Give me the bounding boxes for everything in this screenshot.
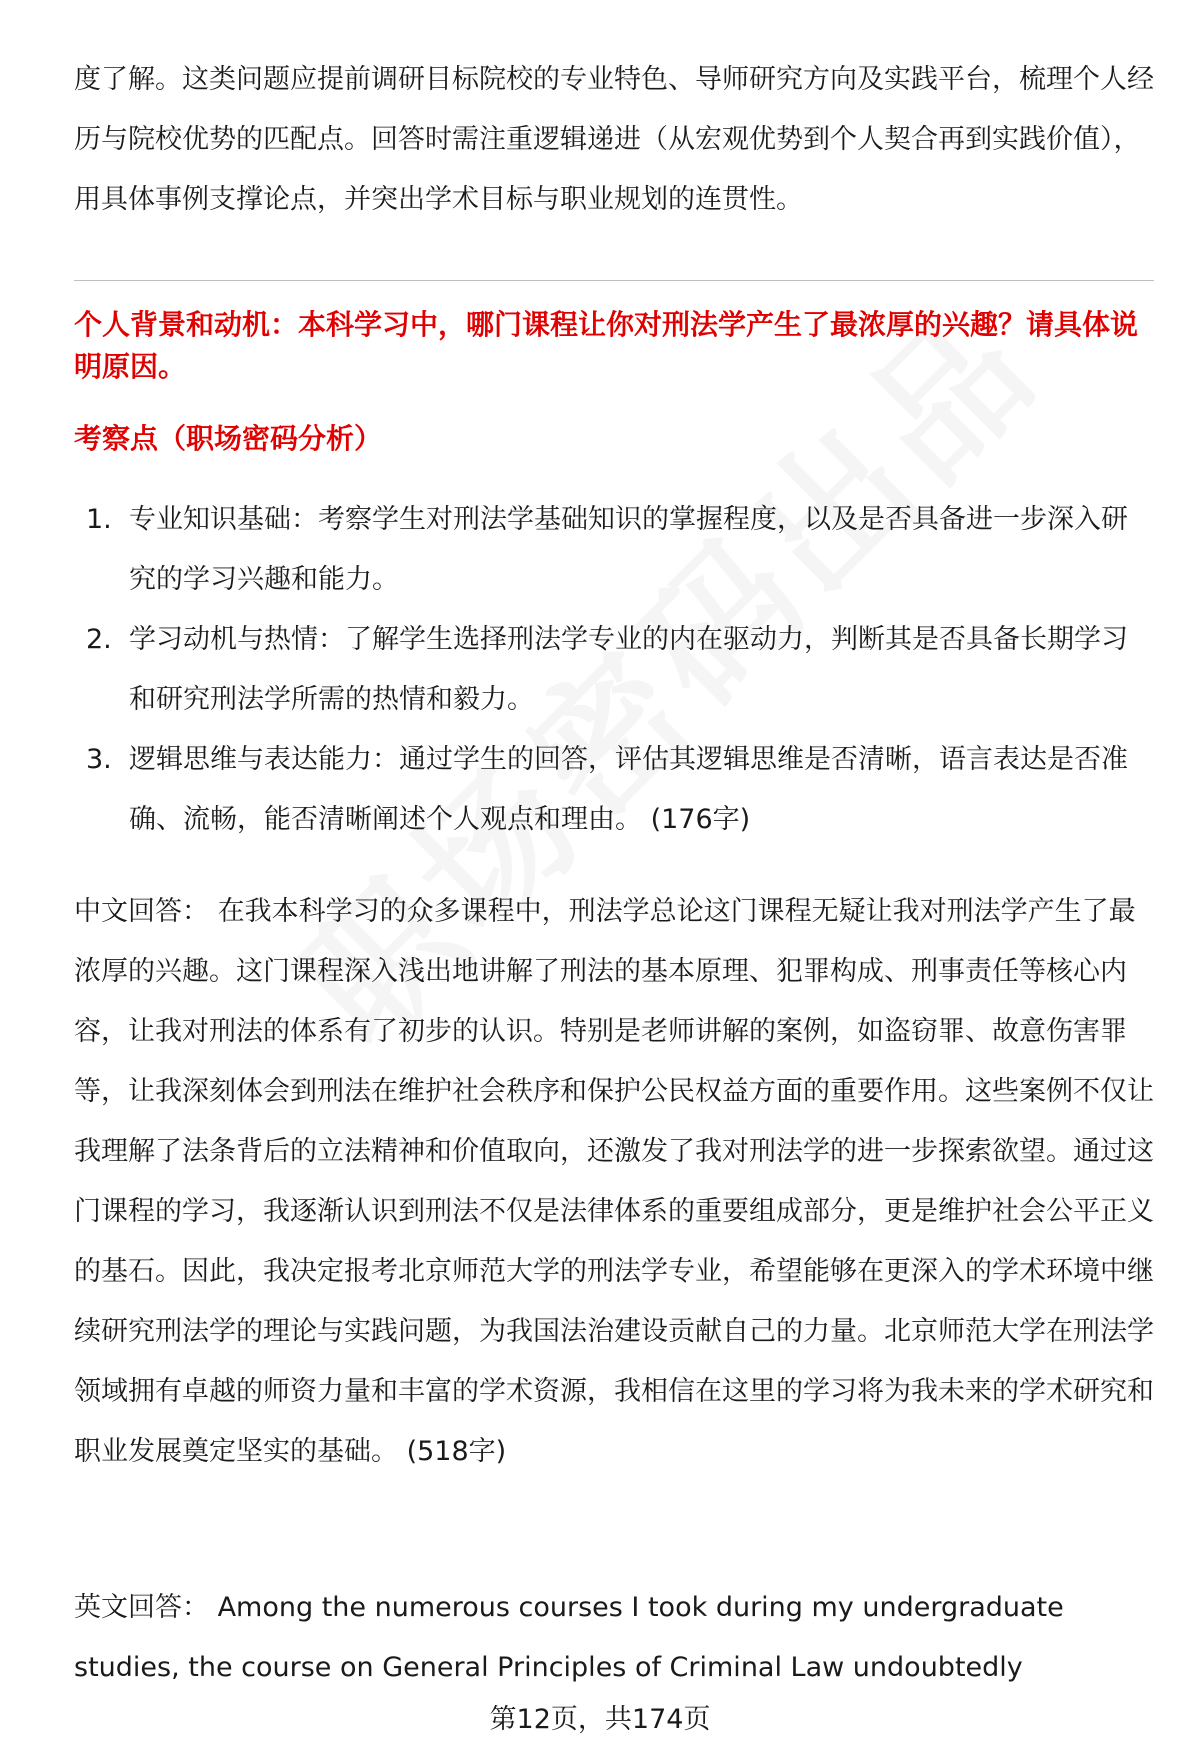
list-item — [74, 610, 1154, 730]
list-item-text: 学习动机与热情：了解学生选择刑法学专业的内在驱动力，判断其是否具备长期学习和研究刑法学所需的热情和毅力。 — [129, 624, 1128, 715]
assessment-list — [74, 490, 1154, 850]
list-item-text: 专业知识基础：考察学生对刑法学基础知识的掌握程度，以及是否具备进一步深入研究的学习兴趣和能力。 — [129, 504, 1128, 595]
english-answer-paragraph: 英文回答： Among the numerous courses I took during my undergraduate studies, the course on General Principles of Criminal Law undoubtedly — [74, 1592, 1064, 1683]
page-number-footer: 第12页，共174页 — [489, 1704, 711, 1735]
list-item — [74, 730, 1154, 850]
list-item-text: 逻辑思维与表达能力：通过学生的回答，评估其逻辑思维是否清晰，语言表达是否准确、流畅，能否清晰阐述个人观点和理由。 (176字) — [129, 744, 1128, 835]
intro-paragraph: 度了解。这类问题应提前调研目标院校的专业特色、导师研究方向及实践平台，梳理个人经历与院校优势的匹配点。回答时需注重逻辑递进（从宏观优势到个人契合再到实践价值），用具体事例支撑论点，并突出学术目标与职业规划的连贯性。 — [74, 64, 1154, 215]
chinese-answer-paragraph: 中文回答： 在我本科学习的众多课程中，刑法学总论这门课程无疑让我对刑法学产生了最浓厚的兴趣。这门课程深入浅出地讲解了刑法的基本原理、犯罪构成、刑事责任等核心内容，让我对刑法的体系有了初步的认识。特别是老师讲解的案例，如盗窃罪、故意伤害罪等，让我深刻体会到刑法在维护社会秩序和保护公民权益方面的重要作用。这些案例不仅让我理解了法条背后的立法精神和价值取向，还激发了我对刑法学的进一步探索欲望。通过这门课程的学习，我逐渐认识到刑法不仅是法律体系的重要组成部分，更是维护社会公平正义的基石。因此，我决定报考北京师范大学的刑法学专业，希望能够在更深入的学术环境中继续研究刑法学的理论与实践问题，为我国法治建设贡献自己的力量。北京师范大学在刑法学领域拥有卓越的师资力量和丰富的学术资源，我相信在这里的学习将为我未来的学术研究和职业发展奠定坚实的基础。 (518字) — [74, 896, 1154, 1467]
list-item-number: 3. — [86, 744, 112, 775]
assessment-heading: 考察点（职场密码分析） — [74, 422, 383, 455]
list-item — [74, 490, 1154, 610]
question-heading: 个人背景和动机：本科学习中，哪门课程让你对刑法学产生了最浓厚的兴趣？请具体说明原因。 — [74, 308, 1139, 383]
list-item-number: 1. — [86, 504, 112, 535]
list-item-number: 2. — [86, 624, 112, 655]
divider — [74, 280, 1154, 281]
